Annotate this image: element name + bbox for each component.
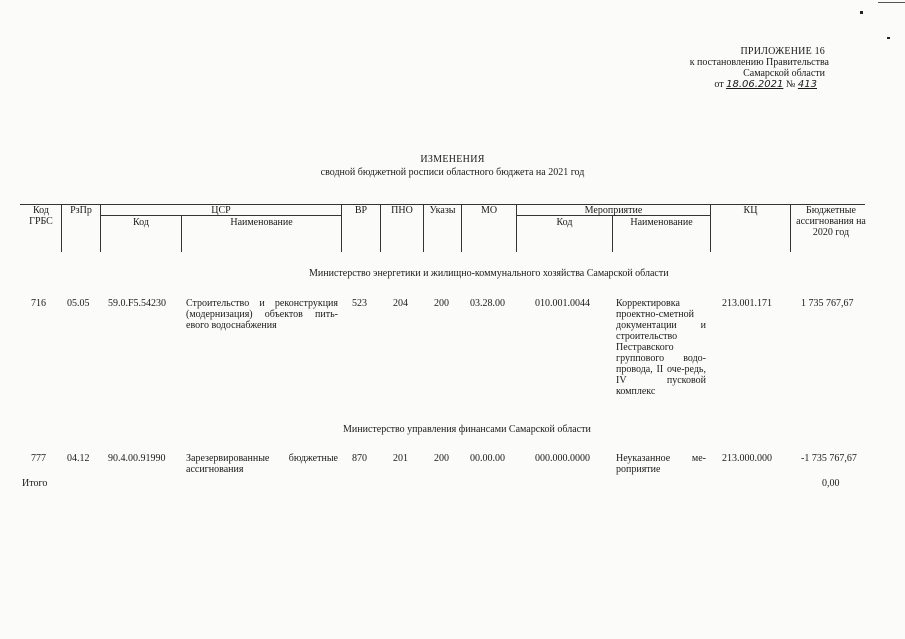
total-label: Итого [22, 478, 48, 489]
cell-event-code: 000.000.0000 [535, 453, 590, 464]
cell-amount: 1 735 767,67 [801, 298, 854, 309]
appendix-date-line [690, 79, 829, 90]
cell-csr-code: 90.4.00.91990 [108, 453, 166, 464]
header-csr-name: Наименование [230, 217, 293, 228]
appendix-line-1: к постановлению Правительства [689, 57, 829, 68]
header-pno: ПНО [391, 205, 413, 216]
cell-grbs: 716 [31, 298, 46, 309]
scan-edge-line [878, 2, 905, 3]
cell-ukazy: 200 [434, 298, 449, 309]
cell-csr-code: 59.0.F5.54230 [108, 298, 167, 309]
handwritten-date: 18.06.2021 [726, 79, 784, 90]
cell-event-code: 010.001.0044 [535, 298, 590, 309]
cell-pno: 204 [393, 298, 408, 309]
header-kc: КЦ [743, 205, 758, 216]
header-rzpr: РзПр [70, 205, 92, 216]
cell-rzpr: 05.05 [67, 298, 90, 309]
appendix-title: ПРИЛОЖЕНИЕ 16 [740, 46, 825, 57]
cell-vr: 523 [352, 298, 367, 309]
cell-event-name: Корректировка проектно-сметной документации и строительство Пестравского группового водо-провода, II оче-редь, IV пусковой комплекс [616, 298, 706, 397]
header-mo: МО [480, 205, 498, 216]
cell-ukazy: 200 [434, 453, 449, 464]
header-budget: Бюджетные ассигнования на 2020 год [796, 205, 866, 238]
cell-mo: 03.28.00 [470, 298, 505, 309]
cell-amount: -1 735 767,67 [801, 453, 857, 464]
date-prefix: от [714, 79, 724, 90]
cell-pno: 201 [393, 453, 408, 464]
cell-event-name: Неуказанное ме-роприятие [616, 453, 706, 475]
number-prefix: № [785, 79, 796, 90]
section-title: Министерство управления финансами Самарской области [343, 424, 591, 435]
header-vr: ВР [354, 205, 368, 216]
header-ukazy: Указы [429, 205, 456, 216]
document-title: ИЗМЕНЕНИЯ [420, 154, 485, 165]
header-csr-code: Код [133, 217, 149, 228]
header-event-name: Наименование [630, 217, 693, 228]
header-event: Мероприятие [584, 205, 643, 216]
document-subtitle: сводной бюджетной росписи областного бюджета на 2021 год [320, 167, 585, 178]
section-title: Министерство энергетики и жилищно-коммунального хозяйства Самарской области [309, 268, 669, 279]
cell-kc: 213.001.171 [722, 298, 772, 309]
header-csr: ЦСР [211, 205, 231, 216]
appendix-line-2: Самарской области [743, 68, 825, 79]
cell-csr-name: Зарезервированные бюджетные ассигнования [186, 453, 338, 475]
cell-mo: 00.00.00 [470, 453, 505, 464]
scan-mark [860, 11, 863, 14]
handwritten-number: 413 [797, 79, 817, 90]
header-grbs: Код ГРБС [29, 205, 53, 227]
cell-vr: 870 [352, 453, 367, 464]
col-divider [790, 204, 791, 252]
appendix-block [690, 46, 829, 90]
cell-kc: 213.000.000 [722, 453, 772, 464]
cell-grbs: 777 [31, 453, 46, 464]
total-amount: 0,00 [822, 478, 840, 489]
scan-mark [887, 37, 890, 39]
header-event-code: Код [556, 217, 573, 228]
cell-rzpr: 04.12 [67, 453, 90, 464]
cell-csr-name: Строительство и реконструкция (модернизация) объектов пить-евого водоснабжения [186, 298, 338, 331]
